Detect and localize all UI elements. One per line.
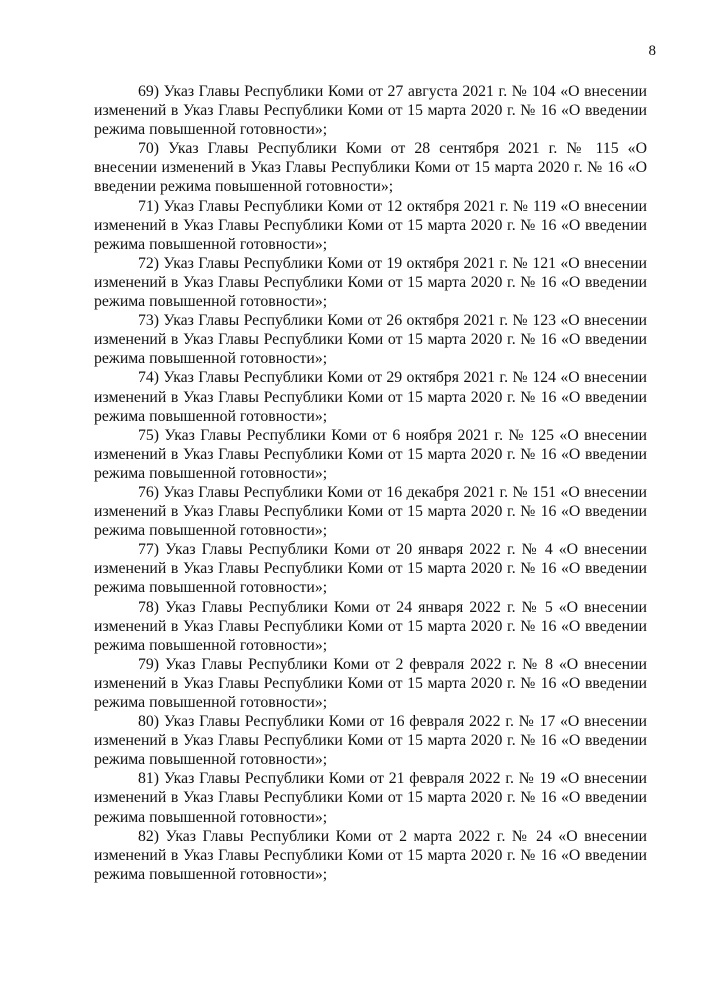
document-body	[94, 82, 647, 884]
list-item-80: 80) Указ Главы Республики Коми от 16 февраля 2022 г. № 17 «О внесении изменений в Указ Главы Республики Коми от 15 марта 2020 г. № 16 «О введении режима повышенной готовности»;	[94, 713, 647, 769]
list-item-73: 73) Указ Главы Республики Коми от 26 октября 2021 г. № 123 «О внесении изменений в Указ Главы Республики Коми от 15 марта 2020 г. № 16 «О введении режима повышенной готовности»;	[94, 312, 647, 368]
page-number: 8	[648, 43, 656, 59]
list-item-79: 79) Указ Главы Республики Коми от 2 февраля 2022 г. № 8 «О внесении изменений в Указ Главы Республики Коми от 15 марта 2020 г. № 16 «О введении режима повышенной готовности»;	[94, 655, 647, 711]
list-item-82: 82) Указ Главы Республики Коми от 2 марта 2022 г. № 24 «О внесении изменений в Указ Главы Республики Коми от 15 марта 2020 г. № 16 «О введении режима повышенной готовности»;	[94, 827, 647, 883]
list-item-77: 77) Указ Главы Республики Коми от 20 января 2022 г. № 4 «О внесении изменений в Указ Главы Республики Коми от 15 марта 2020 г. № 16 «О введении режима повышенной готовности»;	[94, 541, 647, 597]
list-item-70: 70) Указ Главы Республики Коми от 28 сентября 2021 г. № 115 «О внесении изменений в Указ Главы Республики Коми от 15 марта 2020 г. № 16 «О введении режима повышенной готовности»;	[94, 140, 647, 196]
list-item-81: 81) Указ Главы Республики Коми от 21 февраля 2022 г. № 19 «О внесении изменений в Указ Главы Республики Коми от 15 марта 2020 г. № 16 «О введении режима повышенной готовности»;	[94, 770, 647, 826]
list-item-78: 78) Указ Главы Республики Коми от 24 января 2022 г. № 5 «О внесении изменений в Указ Главы Республики Коми от 15 марта 2020 г. № 16 «О введении режима повышенной готовности»;	[94, 598, 647, 654]
list-item-71: 71) Указ Главы Республики Коми от 12 октября 2021 г. № 119 «О внесении изменений в Указ Главы Республики Коми от 15 марта 2020 г. № 16 «О введении режима повышенной готовности»;	[94, 197, 647, 253]
list-item-69: 69) Указ Главы Республики Коми от 27 августа 2021 г. № 104 «О внесении изменений в Указ Главы Республики Коми от 15 марта 2020 г. № 16 «О введении режима повышенной готовности»;	[94, 83, 647, 139]
list-item-76: 76) Указ Главы Республики Коми от 16 декабря 2021 г. № 151 «О внесении изменений в Указ Главы Республики Коми от 15 марта 2020 г. № 16 «О введении режима повышенной готовности»;	[94, 483, 647, 540]
list-item-75: 75) Указ Главы Республики Коми от 6 ноября 2021 г. № 125 «О внесении изменений в Указ Главы Республики Коми от 15 марта 2020 г. № 16 «О введении режима повышенной готовности»;	[94, 426, 647, 482]
list-item-72: 72) Указ Главы Республики Коми от 19 октября 2021 г. № 121 «О внесении изменений в Указ Главы Республики Коми от 15 марта 2020 г. № 16 «О введении режима повышенной готовности»;	[94, 254, 647, 311]
list-item-74: 74) Указ Главы Республики Коми от 29 октября 2021 г. № 124 «О внесении изменений в Указ Главы Республики Коми от 15 марта 2020 г. № 16 «О введении режима повышенной готовности»;	[94, 369, 647, 425]
